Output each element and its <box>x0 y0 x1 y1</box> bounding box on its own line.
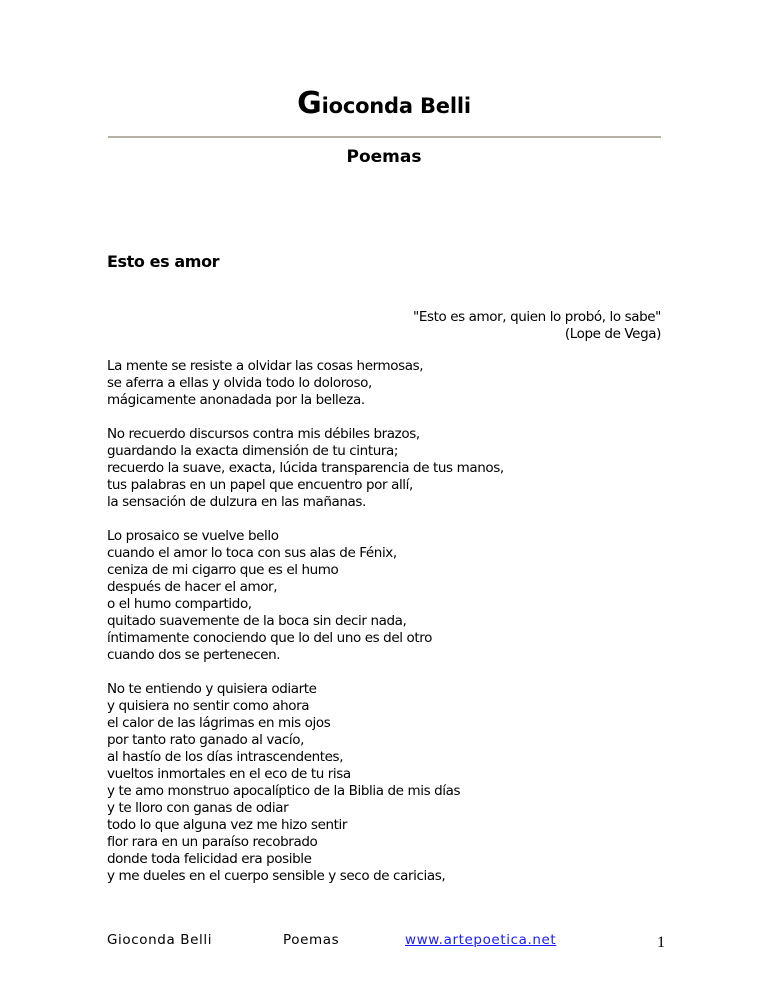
document-title <box>0 86 768 121</box>
footer-author: Gioconda Belli <box>107 932 213 948</box>
page-footer <box>107 932 665 952</box>
stanza <box>107 358 667 409</box>
poem-line: La mente se resiste a olvidar las cosas hermosas, <box>107 358 424 374</box>
poem-line: flor rara en un paraíso recobrado <box>107 834 318 850</box>
poem-line: la sensación de dulzura en las mañanas. <box>107 494 366 510</box>
poem-line: al hastío de los días intrascendentes, <box>107 749 344 765</box>
poem-line: el calor de las lágrimas en mis ojos <box>107 715 331 731</box>
poem-body <box>107 358 667 902</box>
epigraph-quote: "Esto es amor, quien lo probó, lo sabe" <box>413 309 661 325</box>
poem-line: tus palabras en un papel que encuentro por allí, <box>107 477 413 493</box>
poem-line: después de hacer el amor, <box>107 579 278 595</box>
poem-line: se aferra a ellas y olvida todo lo doloroso, <box>107 375 372 391</box>
poem-line: y te lloro con ganas de odiar <box>107 800 289 816</box>
poem-line: No te entiendo y quisiera odiarte <box>107 681 317 697</box>
poem-line: vueltos inmortales en el eco de tu risa <box>107 766 351 782</box>
poem-line: quitado suavemente de la boca sin decir nada, <box>107 613 407 629</box>
document-subtitle <box>0 147 768 167</box>
poem-line: y me dueles en el cuerpo sensible y seco de caricias, <box>107 868 446 884</box>
poem-line: y quisiera no sentir como ahora <box>107 698 310 714</box>
poem-line: recuerdo la suave, exacta, lúcida transparencia de tus manos, <box>107 460 504 476</box>
title-initial: G <box>297 86 322 121</box>
epigraph <box>413 309 661 343</box>
poem-line: mágicamente anonadada por la belleza. <box>107 392 365 408</box>
stanza <box>107 426 667 511</box>
stanza <box>107 681 667 885</box>
poem-line: cuando el amor lo toca con sus alas de Fénix, <box>107 545 397 561</box>
poem-line: No recuerdo discursos contra mis débiles brazos, <box>107 426 420 442</box>
poem-line: por tanto rato ganado al vacío, <box>107 732 304 748</box>
poem-line: ceniza de mi cigarro que es el humo <box>107 562 339 578</box>
page-number: 1 <box>657 934 665 951</box>
poem-line: guardando la exacta dimensión de tu cintura; <box>107 443 399 459</box>
poem-line: donde toda felicidad era posible <box>107 851 312 867</box>
subtitle-text: Poemas <box>346 147 422 167</box>
footer-link[interactable]: www.artepoetica.net <box>405 932 557 948</box>
poem-line: y te amo monstruo apocalíptico de la Biblia de mis días <box>107 783 461 799</box>
poem-line: todo lo que alguna vez me hizo sentir <box>107 817 348 833</box>
epigraph-attribution: (Lope de Vega) <box>564 326 661 342</box>
stanza <box>107 528 667 664</box>
poem-line: íntimamente conociendo que lo del uno es del otro <box>107 630 432 646</box>
poem-line: cuando dos se pertenecen. <box>107 647 281 663</box>
footer-work: Poemas <box>283 932 340 948</box>
poem-title: Esto es amor <box>107 252 220 271</box>
title-rest: ioconda Belli <box>321 94 471 118</box>
poem-line: Lo prosaico se vuelve bello <box>107 528 279 544</box>
poem-line: o el humo compartido, <box>107 596 252 612</box>
header-divider <box>108 136 661 138</box>
